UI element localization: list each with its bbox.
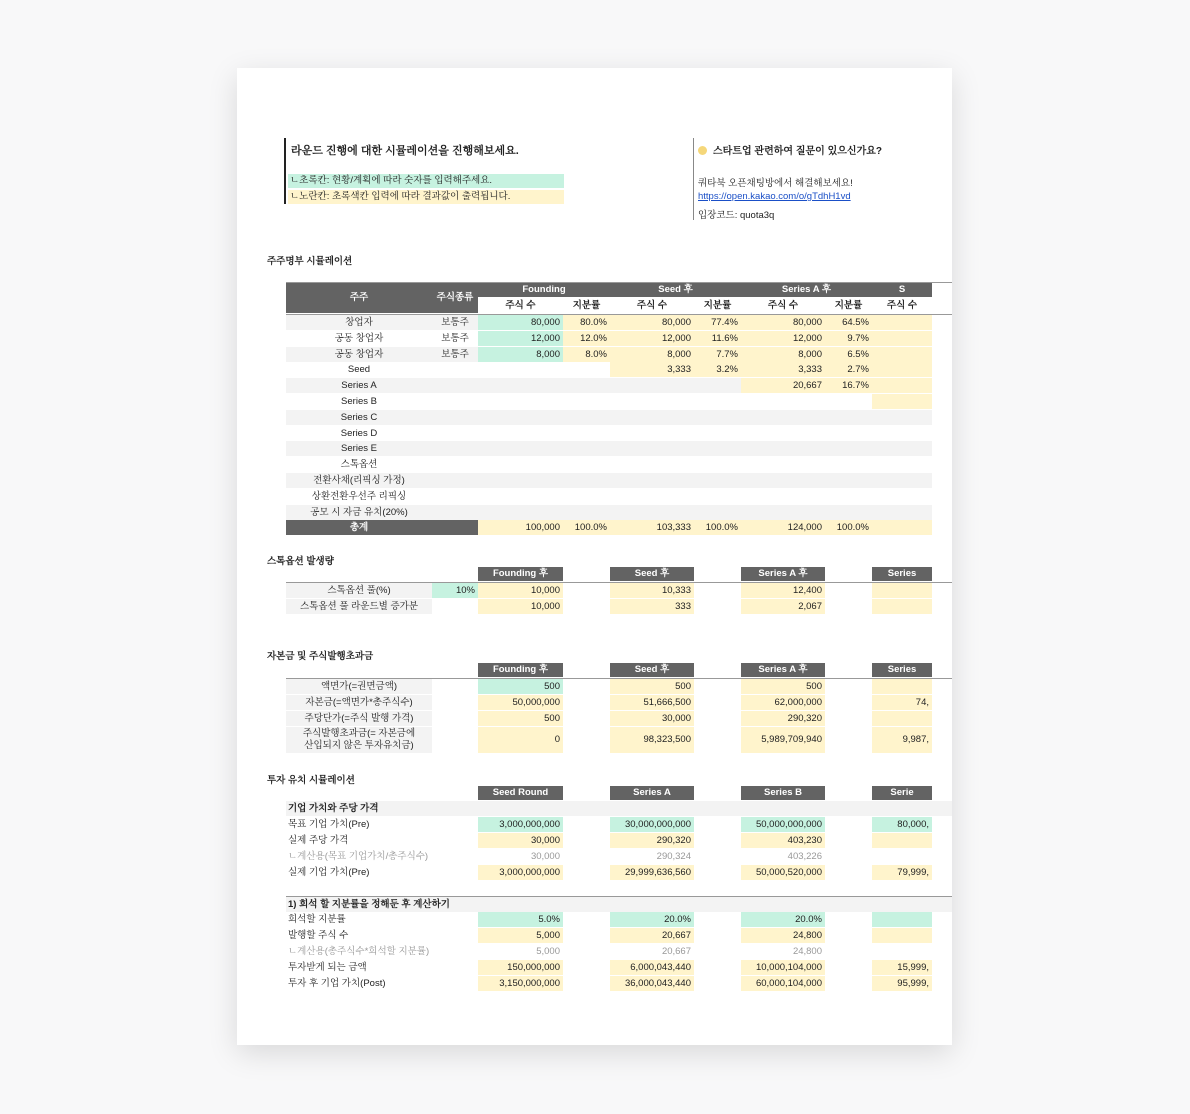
note-title: 라운드 진행에 대한 시뮬레이션을 진행해보세요. <box>291 145 519 157</box>
cap-row-s_p <box>694 505 741 520</box>
capital-row-next: 74, <box>872 695 932 710</box>
cap-row-s_p: 3.2% <box>694 362 741 377</box>
header-round-seed: Seed 후 <box>610 283 741 297</box>
cap-row-s_p <box>694 426 741 441</box>
invest-row-v1: 5,000 <box>478 928 563 943</box>
cap-row-s_s <box>610 378 694 393</box>
invest-row-v1[interactable]: 3,000,000,000 <box>478 817 563 832</box>
capital-row-next: 9,987, <box>872 727 932 753</box>
invest-row-label: 투자 후 기업 가치(Post) <box>288 978 386 989</box>
cap-row-next <box>872 331 932 346</box>
cap-row-f_p <box>563 362 610 377</box>
invest-row-v3: 50,000,520,000 <box>741 865 825 880</box>
cap-row-a_s <box>741 394 825 409</box>
cap-row-f_s <box>478 505 563 520</box>
round-header: Serie <box>872 786 932 800</box>
cap-row-type <box>432 426 478 441</box>
option-row-input[interactable]: 10% <box>432 583 478 598</box>
cap-row-a_s <box>741 489 825 504</box>
cap-row-next <box>872 315 932 330</box>
invest-row-label: ㄴ계산용(목표 기업가치/총주식수) <box>288 851 429 862</box>
round-header: Series <box>872 663 932 677</box>
cap-row-s_s: 12,000 <box>610 331 694 346</box>
cap-row-a_s: 8,000 <box>741 347 825 362</box>
cap-row-next <box>872 441 932 456</box>
round-header: Series A <box>610 786 694 800</box>
cap-row-holder: Series C <box>286 410 432 425</box>
cap-row-holder: 스톡옵션 <box>340 459 378 471</box>
cap-row-a_s: 12,000 <box>741 331 825 346</box>
invest-row-v1: 30,000 <box>530 851 560 862</box>
cap-row-f_s <box>478 426 563 441</box>
invest-row-label: 실제 기업 가치(Pre) <box>288 867 370 878</box>
invest-row-v4: 15,999, <box>872 960 932 975</box>
capital-row-series-a: 500 <box>741 679 825 694</box>
question-line: 쿼타북 오픈채팅방에서 해결해보세요! <box>698 178 853 189</box>
cap-row-next <box>872 410 932 425</box>
cap-row-a_p: 6.5% <box>825 347 872 362</box>
option-row-series-a: 12,400 <box>741 583 825 598</box>
cap-table-title: 주주명부 시뮬레이션 <box>267 256 353 267</box>
invest-row-v1: 3,150,000,000 <box>478 976 563 991</box>
invest-row-label: 희석할 지분률 <box>288 914 346 925</box>
total-f_p: 100.0% <box>563 520 610 535</box>
cap-row-a_p: 9.7% <box>825 331 872 346</box>
subheader-percent: 지분률 <box>834 300 863 311</box>
cap-row-s_p <box>694 394 741 409</box>
round-header: Seed 후 <box>610 567 694 581</box>
option-row-label: 스톡옵션 풀(%) <box>286 583 432 598</box>
cap-row-f_s <box>478 457 563 472</box>
cap-row-type <box>432 473 478 488</box>
cap-row-s_s <box>610 394 694 409</box>
cap-row-type: 보통주 <box>432 347 478 362</box>
cap-row-f_p <box>563 505 610 520</box>
invest-row-v4: 95,999, <box>872 976 932 991</box>
cap-row-type <box>432 457 478 472</box>
capital-row-series-a: 5,989,709,940 <box>741 727 825 753</box>
invest-row-v3: 24,800 <box>741 928 825 943</box>
invest-row-v2: 290,320 <box>610 833 694 848</box>
invest-row-v1[interactable]: 5.0% <box>478 912 563 927</box>
header-round-series-a: Series A 후 <box>741 283 872 297</box>
cap-row-f_s[interactable]: 8,000 <box>478 347 563 362</box>
investment-title: 투자 유치 시뮬레이션 <box>267 775 355 786</box>
invest-row-v3[interactable]: 50,000,000,000 <box>741 817 825 832</box>
capital-row-founding: 50,000,000 <box>478 695 563 710</box>
round-header: Series B <box>741 786 825 800</box>
total-a_s: 124,000 <box>741 520 825 535</box>
cap-row-f_s <box>478 473 563 488</box>
subheader-shares: 주식 수 <box>636 300 668 311</box>
subheader-shares: 주식 수 <box>505 300 536 311</box>
cap-row-holder: 공동 창업자 <box>334 332 384 344</box>
option-row-next <box>872 583 932 598</box>
header-round-founding: Founding <box>478 283 610 297</box>
cap-row-type <box>432 410 478 425</box>
cap-row-f_p: 12.0% <box>563 331 610 346</box>
stock-option-title: 스톡옵션 발생량 <box>267 556 334 567</box>
cap-row-s_p: 11.6% <box>694 331 741 346</box>
cap-row-s_p: 77.4% <box>694 315 741 330</box>
invest-row-v4: 79,999, <box>872 865 932 880</box>
capital-row-label <box>286 727 432 753</box>
invest-row-v1: 5,000 <box>536 946 560 957</box>
invest-row-v1: 30,000 <box>478 833 563 848</box>
cap-row-a_p <box>825 426 872 441</box>
cap-row-a_s <box>741 505 825 520</box>
cap-row-a_p <box>825 505 872 520</box>
cap-row-a_p <box>825 489 872 504</box>
cap-row-s_p <box>694 410 741 425</box>
cap-row-next <box>872 347 932 362</box>
cap-row-s_s: 8,000 <box>610 347 694 362</box>
round-header: Series A 후 <box>741 663 825 677</box>
option-row-label: 스톡옵션 풀 라운드별 증가분 <box>286 599 432 614</box>
option-row-seed: 333 <box>610 599 694 614</box>
cap-row-f_p <box>563 441 610 456</box>
invest-row-v2: 20,667 <box>610 928 694 943</box>
capital-row-label: 액면가(=권면금액) <box>286 679 432 694</box>
entry-code: 입장코드: quota3q <box>698 210 775 221</box>
cap-row-type <box>432 394 478 409</box>
header-share-type: 주식종류 <box>432 283 478 313</box>
cap-row-f_p: 80.0% <box>563 315 610 330</box>
total-label: 총계 <box>286 520 432 535</box>
cap-row-s_p <box>694 457 741 472</box>
instruction-note <box>284 138 576 204</box>
group-dilution: 1) 희석 할 지분률을 정해둔 후 계산하기 <box>286 897 952 912</box>
question-note <box>693 138 914 220</box>
note-green-legend: ㄴ초록칸: 현황/계획에 따라 숫자를 입력해주세요. <box>288 174 564 188</box>
cap-row-f_p <box>563 457 610 472</box>
cap-row-f_p <box>563 426 610 441</box>
invest-row-v3: 10,000,104,000 <box>741 960 825 975</box>
invest-row-v4[interactable]: 80,000, <box>872 817 932 832</box>
cap-row-a_s: 80,000 <box>741 315 825 330</box>
round-header: Series A 후 <box>741 567 825 581</box>
option-row-input <box>432 599 478 614</box>
round-header: Founding 후 <box>478 567 563 581</box>
round-header: Seed Round <box>478 786 563 800</box>
cap-row-f_p <box>563 378 610 393</box>
invest-row-v3[interactable]: 20.0% <box>741 912 825 927</box>
invest-row-v1: 150,000,000 <box>478 960 563 975</box>
cap-row-a_s <box>741 441 825 456</box>
cap-row-holder: Series E <box>286 441 432 456</box>
cap-row-a_s <box>741 473 825 488</box>
cap-row-a_p: 64.5% <box>825 315 872 330</box>
cap-row-holder: Series B <box>341 396 377 407</box>
cap-row-f_p <box>563 489 610 504</box>
invest-row-v4 <box>872 849 932 864</box>
cap-row-f_p <box>563 394 610 409</box>
invest-row-v2: 29,999,636,560 <box>610 865 694 880</box>
invest-row-v2: 36,000,043,440 <box>610 976 694 991</box>
capital-row-series-a: 290,320 <box>741 711 825 726</box>
total-type <box>432 520 478 535</box>
invest-row-label: 발행할 주식 수 <box>288 930 349 941</box>
cap-row-holder: 공모 시 자금 유치(20%) <box>286 505 432 520</box>
cap-row-a_s <box>741 426 825 441</box>
cap-row-s_s: 80,000 <box>610 315 694 330</box>
invest-row-v3: 403,226 <box>787 851 822 862</box>
round-header: Founding 후 <box>478 663 563 677</box>
cap-row-a_s <box>741 457 825 472</box>
cap-row-s_s <box>610 441 694 456</box>
cap-row-s_p <box>694 441 741 456</box>
round-header: Seed 후 <box>610 663 694 677</box>
cap-row-type <box>432 362 478 377</box>
cap-row-next <box>872 378 932 393</box>
subheader-percent: 지분률 <box>572 300 601 311</box>
subheader-percent: 지분률 <box>703 300 732 311</box>
cap-row-s_s <box>610 410 694 425</box>
capital-row-next <box>872 679 932 694</box>
invest-row-v4[interactable] <box>872 912 932 927</box>
round-header: Series <box>872 567 932 581</box>
cap-row-f_p: 8.0% <box>563 347 610 362</box>
subheader-shares: 주식 수 <box>886 300 918 311</box>
invest-row-v3: 24,800 <box>792 946 822 957</box>
cap-row-f_s <box>478 362 563 377</box>
total-next <box>872 520 932 535</box>
cap-row-a_p <box>825 441 872 456</box>
capital-row-seed: 51,666,500 <box>610 695 694 710</box>
capital-title: 자본금 및 주식발행초과금 <box>267 651 374 662</box>
invest-row-v2: 290,324 <box>656 851 691 862</box>
cap-row-s_s <box>610 489 694 504</box>
cap-row-s_p: 7.7% <box>694 347 741 362</box>
cap-row-a_s <box>741 410 825 425</box>
total-a_p: 100.0% <box>825 520 872 535</box>
invest-row-v2: 20,667 <box>661 946 691 957</box>
cap-row-type: 보통주 <box>441 332 469 344</box>
invest-row-v4 <box>872 928 932 943</box>
cap-row-next <box>872 489 932 504</box>
cap-row-next <box>872 505 932 520</box>
capital-label-line2: 산입되지 않은 투자유치금) <box>304 740 414 751</box>
cap-row-holder: Series D <box>340 427 378 439</box>
cap-row-f_s <box>478 394 563 409</box>
group-valuation: 기업 가치와 주당 가격 <box>286 801 952 816</box>
capital-row-founding: 0 <box>478 727 563 753</box>
capital-row-seed: 500 <box>610 679 694 694</box>
invest-row-v4 <box>872 833 932 848</box>
cap-row-next <box>872 473 932 488</box>
cap-row-f_s <box>478 441 563 456</box>
capital-row-founding: 500 <box>478 711 563 726</box>
cap-row-type <box>432 505 478 520</box>
cap-row-next <box>872 457 932 472</box>
capital-row-seed: 30,000 <box>610 711 694 726</box>
cap-row-f_s[interactable]: 80,000 <box>478 315 563 330</box>
cap-row-type: 보통주 <box>432 315 478 330</box>
cap-row-f_s <box>478 489 563 504</box>
cap-row-holder: 전환사채(리픽싱 가정) <box>286 473 432 488</box>
total-s_p: 100.0% <box>694 520 741 535</box>
cap-row-s_p <box>694 378 741 393</box>
total-f_s: 100,000 <box>478 520 563 535</box>
capital-row-seed: 98,323,500 <box>610 727 694 753</box>
invest-row-label: 목표 기업 가치(Pre) <box>288 819 370 830</box>
cap-row-holder: 상환전환우선주 리픽싱 <box>311 490 407 502</box>
header-round-next: S <box>872 283 932 297</box>
note-yellow-legend: ㄴ노란칸: 초록색칸 입력에 따라 결과값이 출력됩니다. <box>288 190 564 204</box>
invest-row-v2[interactable]: 20.0% <box>610 912 694 927</box>
cap-row-f_p <box>563 473 610 488</box>
cap-row-a_p <box>825 394 872 409</box>
capital-row-label: 자본금(=액면가*총주식수) <box>286 695 432 710</box>
cap-row-s_p <box>694 489 741 504</box>
cap-row-type <box>432 489 478 504</box>
option-row-series-a: 2,067 <box>741 599 825 614</box>
cap-row-a_p: 2.7% <box>825 362 872 377</box>
cap-row-s_s <box>610 505 694 520</box>
capital-row-label: 주당단가(=주식 발행 가격) <box>286 711 432 726</box>
cap-row-type <box>432 378 478 393</box>
cap-row-holder: Series A <box>286 378 432 393</box>
lightbulb-icon <box>698 146 707 155</box>
cap-row-next <box>872 394 932 409</box>
invest-row-label: 투자받게 되는 금액 <box>288 962 367 973</box>
cap-row-a_s: 20,667 <box>741 378 825 393</box>
cap-row-a_p: 16.7% <box>825 378 872 393</box>
cap-row-f_s <box>478 378 563 393</box>
spreadsheet-page <box>237 68 952 1045</box>
invest-row-label: 실제 주당 가격 <box>288 835 349 846</box>
openchat-link[interactable]: https://open.kakao.com/o/gTdhH1vd <box>698 191 851 202</box>
cap-row-s_s <box>610 457 694 472</box>
invest-row-v3: 403,230 <box>741 833 825 848</box>
cap-row-s_s <box>610 426 694 441</box>
total-s_s: 103,333 <box>610 520 694 535</box>
capital-label-line1: 주식발행초과금(= 자본금에 <box>302 728 416 739</box>
invest-row-v2: 6,000,043,440 <box>610 960 694 975</box>
invest-row-v4 <box>872 944 932 959</box>
capital-row-series-a: 62,000,000 <box>741 695 825 710</box>
cap-row-a_p <box>825 457 872 472</box>
cap-row-holder: Seed <box>347 364 371 376</box>
header-holder: 주주 <box>286 283 432 313</box>
cap-row-a_p <box>825 410 872 425</box>
invest-row-label: ㄴ계산용(총주식수*희석할 지분률) <box>288 946 430 957</box>
invest-row-v1: 3,000,000,000 <box>478 865 563 880</box>
option-row-founding: 10,000 <box>478 583 563 598</box>
cap-row-f_p <box>563 410 610 425</box>
cap-row-s_p <box>694 473 741 488</box>
cap-row-holder: 창업자 <box>286 315 432 330</box>
cap-row-next <box>872 362 932 377</box>
question-title: 스타트업 관련하여 질문이 있으신가요? <box>713 146 883 157</box>
cap-row-holder: 공동 창업자 <box>286 347 432 362</box>
option-row-founding: 10,000 <box>478 599 563 614</box>
option-row-next <box>872 599 932 614</box>
cap-row-f_s <box>478 410 563 425</box>
cap-row-f_s[interactable]: 12,000 <box>478 331 563 346</box>
cap-row-a_p <box>825 473 872 488</box>
cap-row-next <box>872 426 932 441</box>
option-row-seed: 10,333 <box>610 583 694 598</box>
cap-row-s_s: 3,333 <box>610 362 694 377</box>
subheader-shares: 주식 수 <box>767 300 799 311</box>
cap-row-a_s: 3,333 <box>741 362 825 377</box>
invest-row-v3: 60,000,104,000 <box>741 976 825 991</box>
capital-row-founding[interactable]: 500 <box>478 679 563 694</box>
cap-row-s_s <box>610 473 694 488</box>
invest-row-v2[interactable]: 30,000,000,000 <box>610 817 694 832</box>
cap-row-type <box>432 441 478 456</box>
capital-row-next <box>872 711 932 726</box>
